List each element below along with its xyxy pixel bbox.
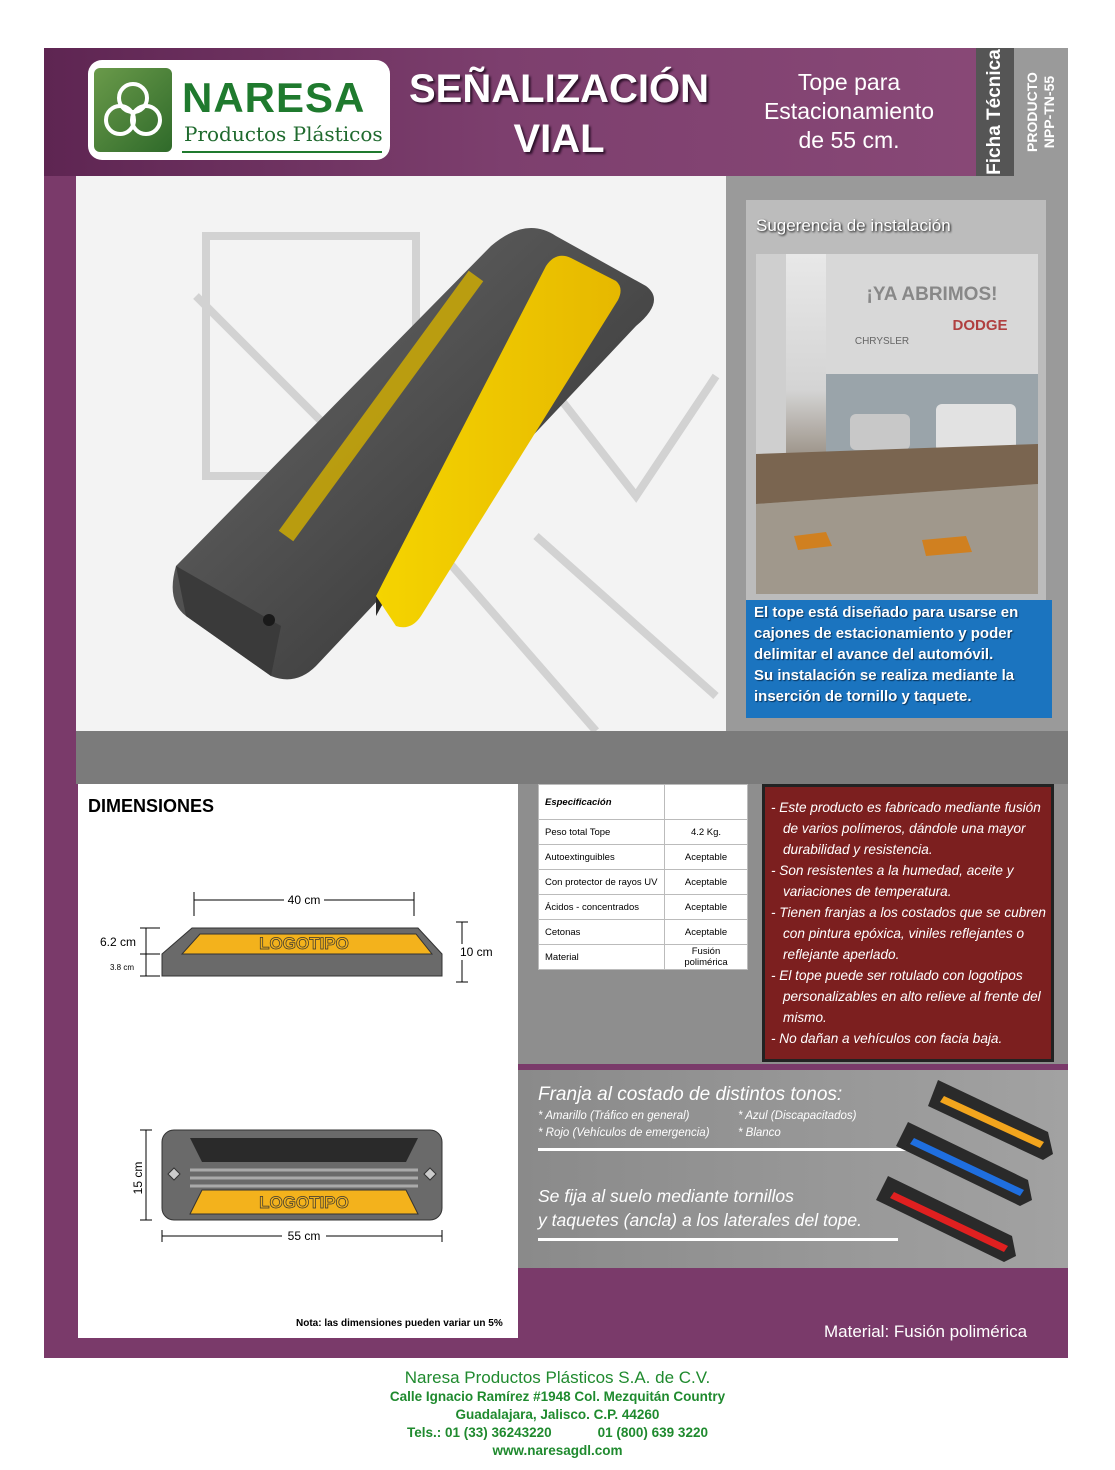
stripe-colors-title: Franja al costado de distintos tonos: — [538, 1084, 843, 1105]
dim-height-upper: 6.2 cm — [100, 935, 137, 949]
title-line-1: SEÑALIZACIÓN — [409, 67, 709, 111]
company-info — [0, 1368, 1115, 1460]
color-option: * Rojo (Vehículos de emergencia) — [538, 1127, 710, 1139]
feature-item: - No dañan a vehículos con facia baja. — [771, 1031, 1003, 1046]
yellow-stripe — [940, 1096, 1044, 1148]
dimensions-note: Nota: las dimensiones pueden variar un 5% — [296, 1318, 503, 1329]
install-desc-line: Su instalación se realiza mediante la — [754, 667, 1015, 684]
dim-depth: 15 cm — [131, 1161, 145, 1195]
logo-emblem-icon — [94, 68, 172, 152]
table-row — [539, 870, 748, 895]
sheet-type-bar — [976, 48, 1014, 176]
table-row — [539, 845, 748, 870]
storefront-brand-right: DODGE — [952, 317, 1008, 334]
product-code — [1014, 48, 1068, 176]
features-list — [771, 797, 1053, 1049]
dimensions-panel — [78, 784, 518, 1338]
install-panel — [726, 176, 1068, 731]
dimensions-title: DIMENSIONES — [88, 796, 215, 816]
table-row — [539, 785, 748, 820]
stripe-samples — [848, 1070, 1068, 1268]
company-address: Calle Ignacio Ramírez #1948 Col. Mezquitán Country — [389, 1389, 726, 1404]
blue-stripe — [910, 1138, 1024, 1196]
spec-label: Con protector de rayos UV — [539, 870, 665, 895]
feature-item: - Son resistentes a la humedad, aceite y variaciones de temperatura. — [771, 863, 1014, 899]
company-website[interactable]: www.naresagdl.com — [492, 1443, 623, 1458]
brand-subtitle: Productos Plásticos — [184, 122, 383, 146]
feature-item: - Este producto es fabricado mediante fusión de varios polímeros, dándole una mayor durabilidad y resistencia. — [771, 800, 1041, 857]
product-code-bar — [1014, 48, 1068, 176]
logo-text-side: LOGOTIPO — [259, 934, 349, 953]
brand-name: NARESA — [182, 74, 366, 121]
spec-header: Especificación — [539, 785, 665, 820]
company-phones — [0, 1424, 1115, 1442]
install-desc-line: delimitar el avance del automóvil. — [754, 646, 994, 663]
sheet-type-label: Ficha Técnica — [984, 49, 1005, 175]
color-option: * Amarillo (Tráfico en general) — [538, 1110, 690, 1122]
dim-width-top: 40 cm — [287, 893, 321, 907]
product-line-2: Estacionamiento — [763, 98, 935, 124]
table-row — [539, 945, 748, 970]
product-line-3: de 55 cm. — [798, 127, 900, 153]
dimension-diagrams — [78, 784, 518, 1314]
spec-value: Aceptable — [665, 845, 748, 870]
product-code-value: NPP-TN-55 — [1041, 75, 1057, 149]
spec-label: Autoextinguibles — [539, 845, 665, 870]
divider-band — [76, 731, 1068, 784]
company-phone-1: Tels.: 01 (33) 36243220 — [407, 1425, 552, 1440]
install-desc-line: inserción de tornillo y taquete. — [754, 688, 972, 705]
product-name — [734, 68, 964, 155]
stripe-colors-panel — [518, 1070, 1068, 1268]
install-description — [746, 600, 1052, 718]
spec-value: Aceptable — [665, 870, 748, 895]
storefront-photo — [756, 254, 1038, 594]
data-sheet — [44, 48, 1068, 1358]
spec-label: Peso total Tope — [539, 820, 665, 845]
install-title: Sugerencia de instalación — [756, 216, 951, 235]
table-row — [539, 820, 748, 845]
company-phone-2: 01 (800) 639 3220 — [597, 1425, 708, 1440]
product-code-label: PRODUCTO — [1024, 72, 1040, 152]
arrow-line — [538, 1238, 898, 1241]
feature-item: - Tienen franjas a los costados que se cubren con pintura epóxica, viniles reflejantes o reflejante aperlado. — [771, 905, 1046, 962]
install-desc-line: cajones de estacionamiento y poder — [754, 625, 1013, 642]
storefront-brand-left: CHRYSLER — [854, 336, 910, 347]
table-row — [539, 895, 748, 920]
company-city: Guadalajara, Jalisco. C.P. 44260 — [455, 1407, 660, 1422]
install-photo-frame — [746, 200, 1046, 716]
color-option: * Azul (Discapacitados) — [738, 1110, 857, 1122]
material-footer: Material: Fusión polimérica — [824, 1322, 1028, 1341]
fixing-line-2: y taquetes (ancla) a los laterales del tope. — [538, 1210, 862, 1230]
logo-underline — [182, 151, 382, 153]
spec-label: Material — [539, 945, 665, 970]
spec-value: Aceptable — [665, 920, 748, 945]
fixing-text — [538, 1184, 862, 1232]
spec-value: 4.2 Kg. — [665, 820, 748, 845]
spec-value: Aceptable — [665, 895, 748, 920]
dim-height-lower: 3.8 cm — [110, 963, 135, 972]
table-row — [539, 920, 748, 945]
product-photo-panel — [76, 176, 726, 731]
spec-value: Fusión polimérica — [665, 945, 748, 970]
page-title — [394, 64, 724, 164]
features-box — [762, 784, 1054, 1062]
install-desc-line: El tope está diseñado para usarse en — [754, 604, 1019, 621]
spec-table — [538, 784, 748, 970]
color-option: * Blanco — [738, 1127, 781, 1139]
title-line-2: VIAL — [513, 117, 605, 161]
fixing-line-1: Se fija al suelo mediante tornillos — [538, 1186, 794, 1206]
product-photo — [76, 176, 726, 731]
logo-text-top: LOGOTIPO — [259, 1193, 349, 1212]
company-name: Naresa Productos Plásticos S.A. de C.V. — [404, 1368, 711, 1387]
red-stripe — [890, 1192, 1008, 1252]
spec-label: Cetonas — [539, 920, 665, 945]
spec-label: Ácidos - concentrados — [539, 895, 665, 920]
dim-length: 55 cm — [287, 1229, 321, 1243]
feature-item: - El tope puede ser rotulado con logotipos personalizables en alto relieve al frente del mismo. — [771, 968, 1041, 1025]
storefront-sign: ¡YA ABRIMOS! — [866, 284, 998, 305]
product-line-1: Tope para — [797, 69, 901, 95]
brand-logo — [88, 60, 390, 160]
dim-height-total: 10 cm — [460, 945, 493, 959]
specs-panel — [518, 784, 1068, 1064]
